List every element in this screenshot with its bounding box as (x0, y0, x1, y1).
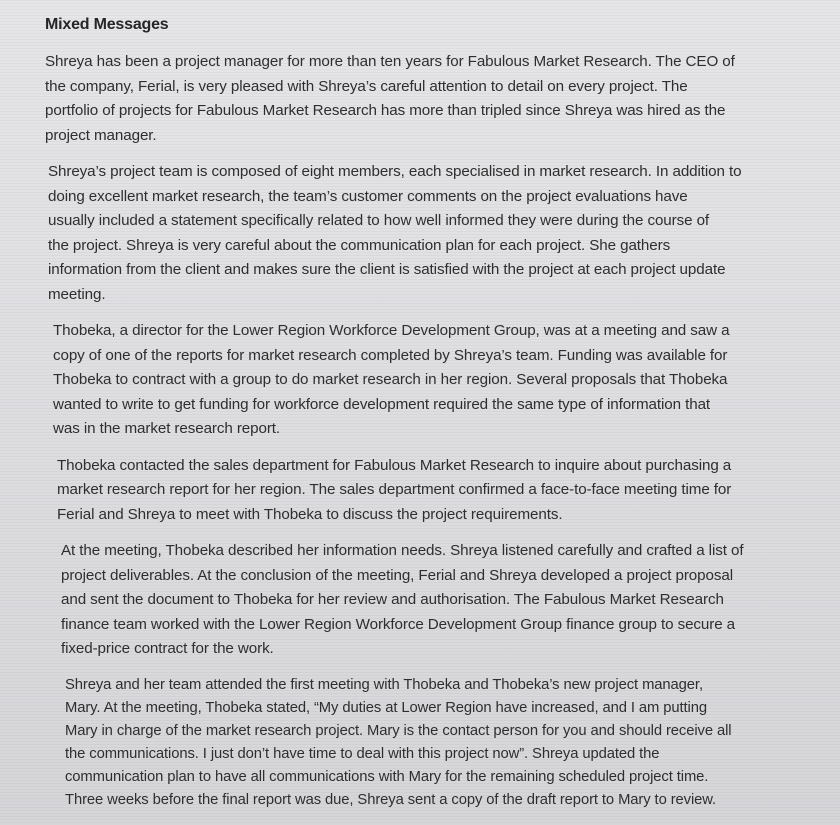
paragraph-6: Shreya and her team attended the first meeting with Thobeka and Thobeka’s new project manager, Mary. At the meeting, Thobeka stated, “My duties at Lower Region have increased, and I am putting Mary in charge of the market research project. Mary is the contact person for you and should receive all the communications. I just don’t have time to deal with this project now”. Shreya updated the communication plan to have all communications with Mary for the remaining scheduled project time. Three weeks before the final report was due, Shreya sent a copy of the draft report to Mary to review. (65, 676, 732, 808)
document-body (45, 14, 833, 824)
paragraph-1: Shreya has been a project manager for more than ten years for Fabulous Market Research. The CEO of the company, Ferial, is very pleased with Shreya’s careful attention to detail on every project. The portfolio of projects for Fabulous Market Research has more than tripled since Shreya was hired as the project manager. (45, 53, 735, 144)
paragraph-5: At the meeting, Thobeka described her information needs. Shreya listened carefully and crafted a list of project deliverables. At the conclusion of the meeting, Ferial and Shreya developed a project proposal and sent the document to Thobeka for her review and authorisation. The Fabulous Market Research finance team worked with the Lower Region Workforce Development Group finance group to secure a fixed-price contract for the work. (61, 542, 744, 657)
paragraph-2: Shreya’s project team is composed of eight members, each specialised in market research. In addition to doing excellent market research, the team’s customer comments on the project evaluations have usually included a statement specifically related to how well informed they were during the course of the project. Shreya is very careful about the communication plan for each project. She gathers information from the client and makes sure the client is satisfied with the project at each project update meeting. (48, 163, 742, 303)
paragraph-3: Thobeka, a director for the Lower Region Workforce Development Group, was at a meeting and saw a copy of one of the reports for market research completed by Shreya’s team. Funding was available for Thobeka to contract with a group to do market research in her region. Several proposals that Thobeka wanted to write to get funding for workforce development required the same type of information that was in the market research report. (53, 322, 730, 437)
paragraph-4: Thobeka contacted the sales department for Fabulous Market Research to inquire about purchasing a market research report for her region. The sales department confirmed a face-to-face meeting time for Ferial and Shreya to meet with Thobeka to discuss the project requirements. (57, 456, 732, 523)
document-title: Mixed Messages (45, 16, 169, 33)
